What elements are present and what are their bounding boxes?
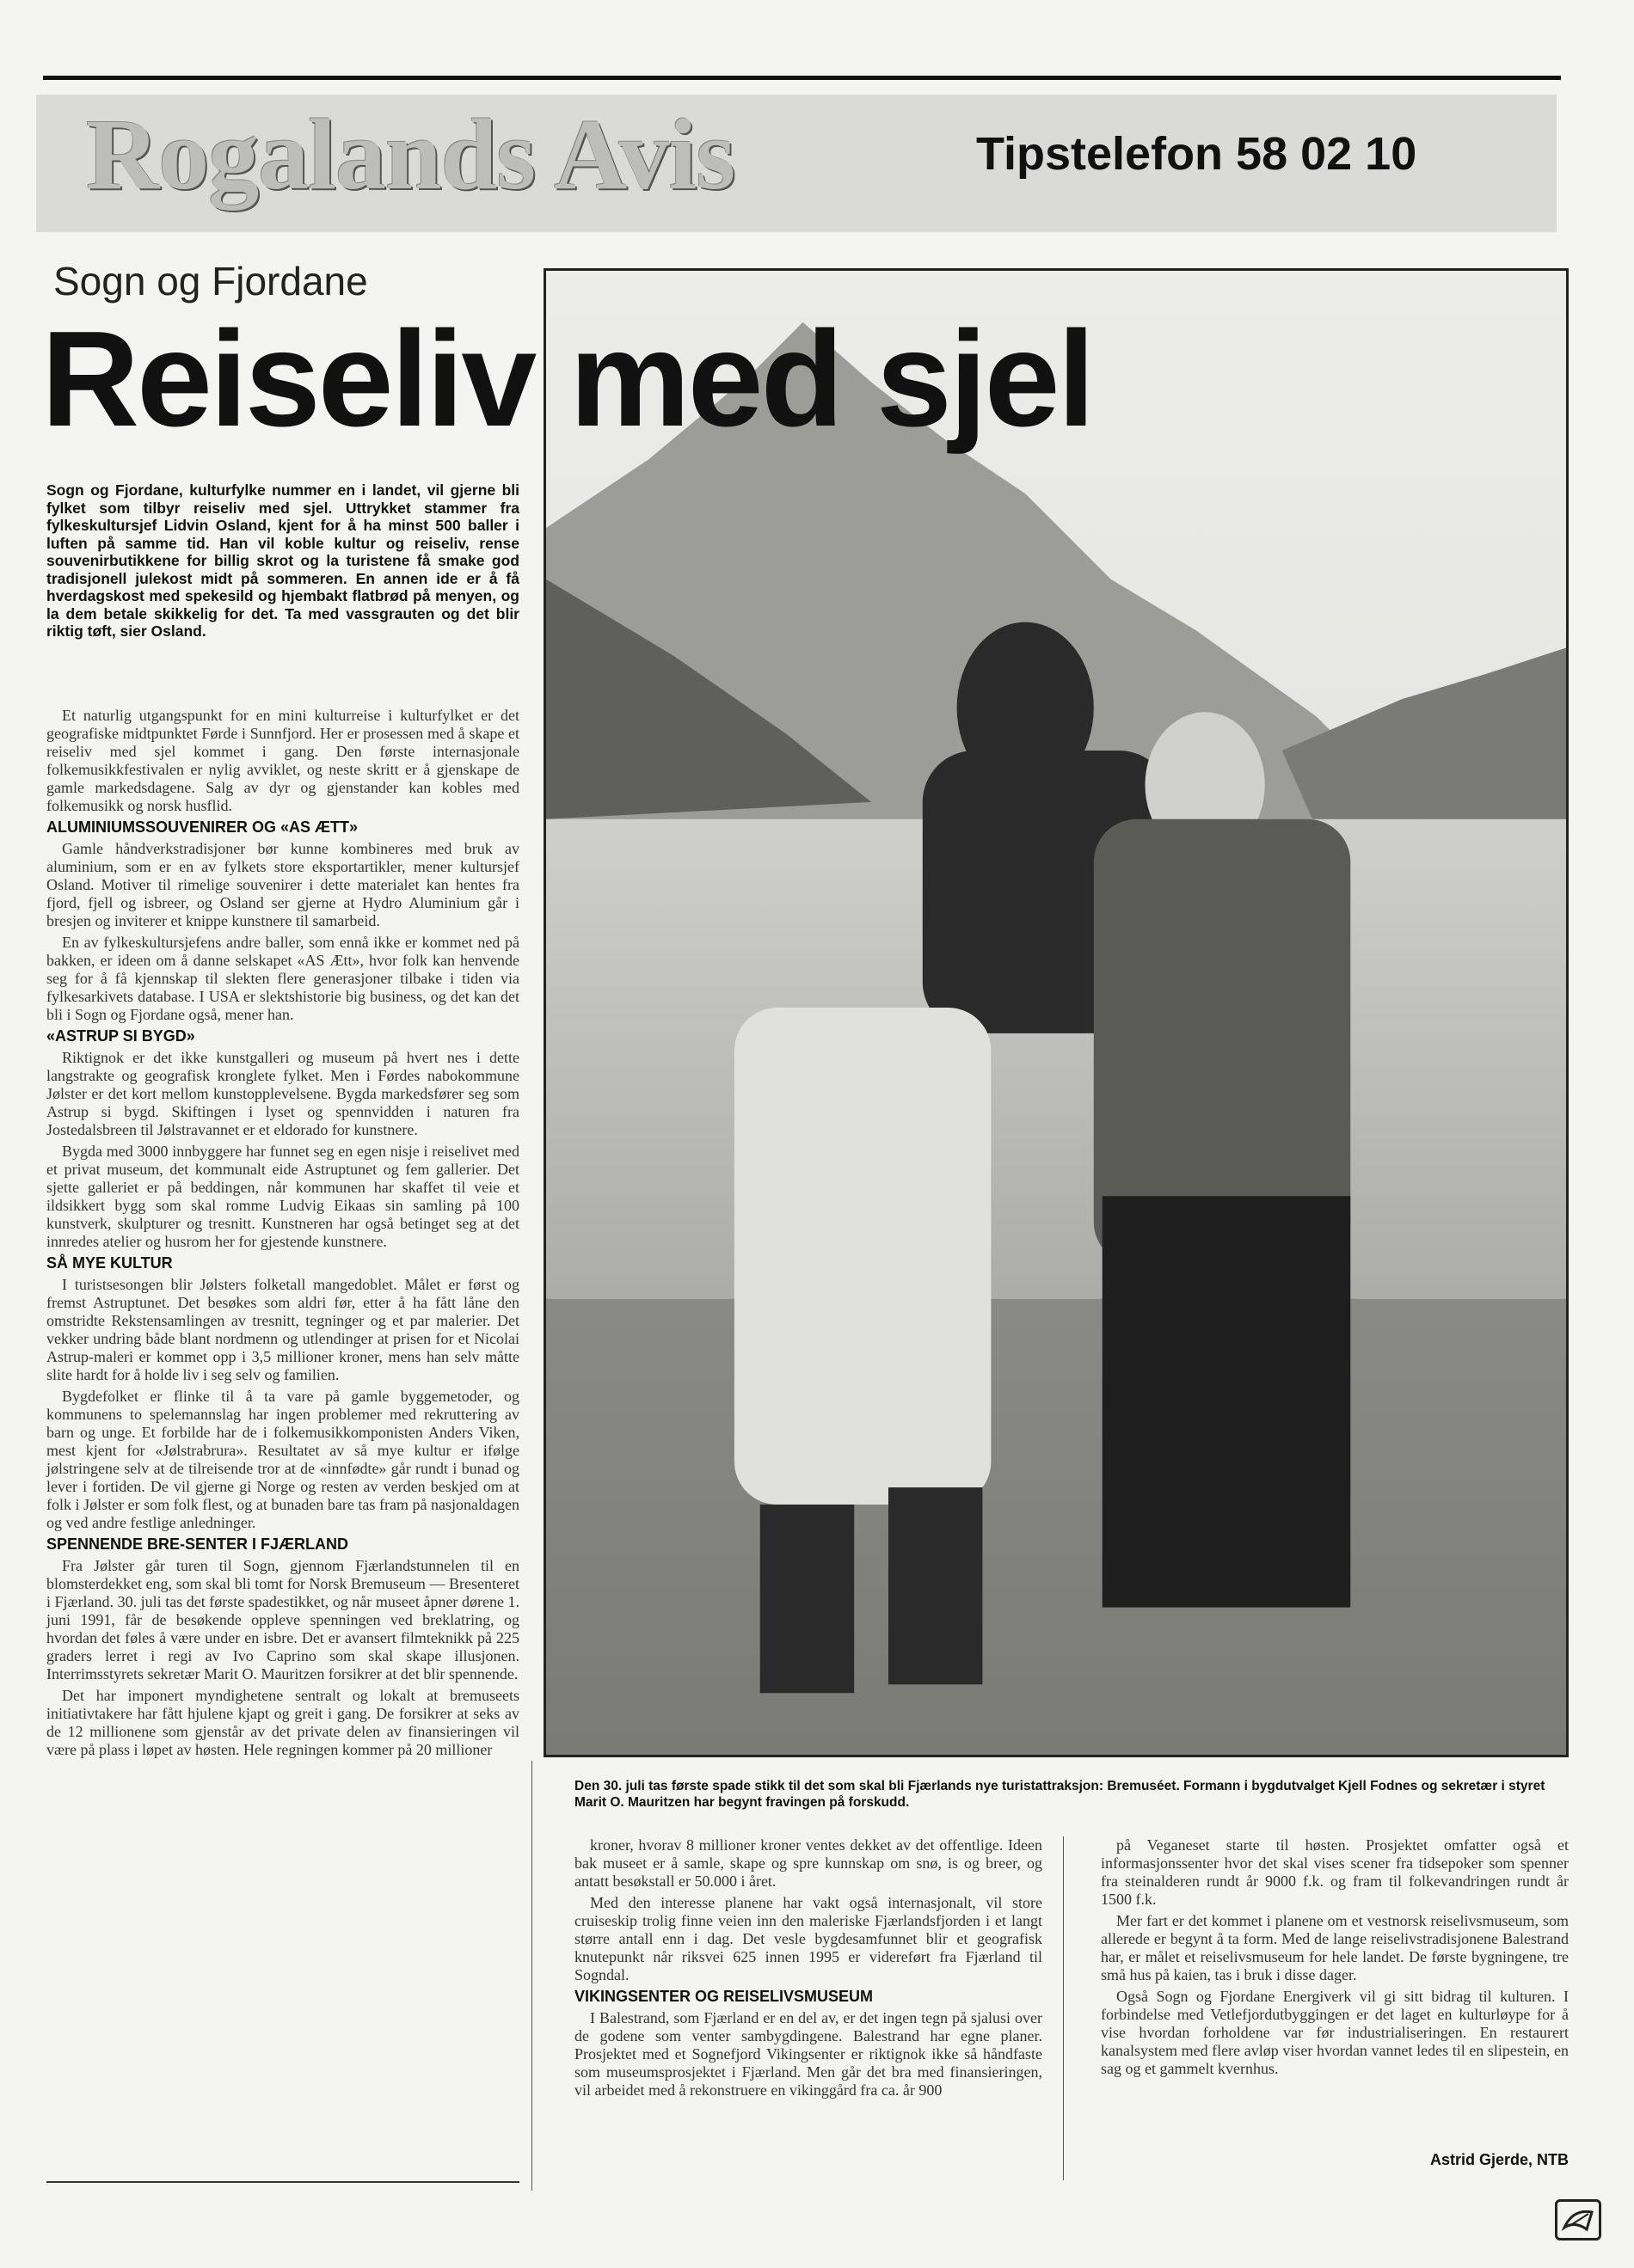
lead-paragraph: Sogn og Fjordane, kulturfylke nummer en i landet, vil gjerne bli fylket som tilbyr reiseliv med sjel. Uttrykket stammer fra fylkeskultursjef Lidvin Osland, kjent for å ha minst 500 baller i luften på samme tid. Han vil koble kultur og reiseliv, rense souvenirbutikkene for billig skrot og la turistene få smake god tradisjonell julekost midt på sommeren. En annen ide er å få hverdagskost med spekesild og hjembakt flatbrød på menyen, og la dem betale skikkelig for det. Ta med vassgrauten og det blir riktig tøft, sier Osland.: [46, 481, 519, 640]
paragraph: Fra Jølster går turen til Sogn, gjennom Fjærlandstunnelen til en blomsterdekket eng, som skal bli tomt for Norsk Bremuseum — Bresenteret i Fjærland. 30. juli tas det første spadestikket, og når museet åpner dørene 1. juni 1991, får de besøkende oppleve spenningen ved breklatring, og hvordan det føles å være under en isbre. Det er avansert filmteknikk på 225 graders lerret i regi av Ivo Caprino som skal skape illusjonen. Interrimsstyrets sekretær Marit O. Mauritzen forsikrer at det blir spennende.: [46, 1557, 519, 1683]
top-rule: [43, 76, 1561, 80]
tip-phone: Tipstelefon 58 02 10: [976, 128, 1417, 180]
newspaper-name: Rogalands Avis: [86, 98, 735, 211]
column-1: [46, 707, 519, 1762]
bottom-rule: [46, 2181, 519, 2183]
article-photo: [544, 268, 1569, 1757]
section-kicker: Sogn og Fjordane: [53, 259, 368, 303]
paragraph: I Balestrand, som Fjærland er en del av, er det ingen tegn på sjalusi over de godene som venter sambygdingene. Balestrand har egne planer. Prosjektet med et Sognefjord Vikingsenter er riktignok ikke så håndfaste som museumsprosjektet i Fjærland. Men går det bra med finansieringen, vil arbeidet med å rekonstruere en vikinggård fra ca. år 900: [574, 2009, 1042, 2099]
paragraph: Også Sogn og Fjordane Energiverk vil gi sitt bidrag til kulturen. I forbindelse med Vetlefjordutbyggingen er det laget en kulturløype for å vise hvordan forholdene var før industrialiseringen. En restaurert kanalsystem med flere avløp viser hvordan vannet ledes til en slipestein, en sag og et gammelt kvernhus.: [1101, 1988, 1569, 2077]
subhead: SÅ MYE KULTUR: [46, 1254, 173, 1272]
subhead: ALUMINIUMSSOUVENIRER OG «AS ÆTT»: [46, 818, 359, 836]
subhead: «ASTRUP SI BYGD»: [46, 1027, 195, 1045]
column-2: [574, 1836, 1042, 2103]
subhead: SPENNENDE BRE-SENTER I FJÆRLAND: [46, 1535, 349, 1553]
paragraph: Bygdefolket er flinke til å ta vare på gamle byggemetoder, og kommunens to spelemannslag har ingen problemer med rekruttering av barn og unge. Et forbilde har de i folkemusikkomponisten Anders Viken, mest kjent for «Jølstrabrura». Resultatet av så mye kultur er ifølge jølstringene selv at de tilreisende tror at de «innfødte» går rundt i bunad og lever i fortiden. De vil gjerne gi Norge og resten av verden beskjed om at folk i Jølster er som folk flest, og at bunaden bare tas fram på nasjonaldagen og ved andre festlige anledninger.: [46, 1388, 519, 1531]
paragraph: Et naturlig utgangspunkt for en mini kulturreise i kulturfylket er det geografiske midtpunktet Førde i Sunnfjord. Her er prosessen med å skape et reiseliv med sjel kommet i gang. Den første internasjonale folkemusikkfestivalen er nylig avviklet, og neste skritt er å gjenskape de gamle markedsdagene. Salg av dyr og gjenstander kan kobles med folkemusikk og norsk husflid.: [46, 707, 519, 814]
headline: Reiseliv med sjel: [41, 303, 1093, 455]
column-3: [1101, 1836, 1569, 2081]
column-divider: [531, 1761, 532, 2191]
paragraph: kroner, hvorav 8 millioner kroner ventes dekket av det offentlige. Ideen bak museet er å samle, skape og spre kunnskap om snø, is og breer, og antatt besøkstall er 50.000 i året.: [574, 1836, 1042, 1890]
paragraph: Bygda med 3000 innbyggere har funnet seg en egen nisje i reiselivet med et privat museum, det kommunalt eide Astruptunet og fem gallerier. Det sjette galleriet er på beddingen, når kommunen har skaffet til veie et ildsikkert bygg som skal romme Ludvig Eikaas sin samling på 100 kunstverk, skulpturer og tresnitt. Kunstneren har også betinget seg at det innredes atelier og husrom her for gjestende kunstnere.: [46, 1143, 519, 1250]
column-divider: [1063, 1836, 1064, 2180]
photo-caption: Den 30. juli tas første spade stikk til det som skal bli Fjærlands nye turistattraksjon: Bremuséet. Formann i bygdutvalget Kjell Fodnes og sekretær i styret Marit O. Mauritzen har begynt fravingen på forskudd.: [574, 1779, 1545, 1810]
paragraph: Riktignok er det ikke kunstgalleri og museum på hvert nes i dette langstrakte og geografisk kronglete fylket. Men i Førdes nabokommune Jølster er det kort mellom kunstopplevelsene. Bygda markedsfører seg som Astrup si bygd. Skiftingen i lyset og spennvidden i naturen fra Jostedalsbreen til Jølstravannet er et eldorado for kunstnere.: [46, 1049, 519, 1138]
paragraph: Det har imponert myndighetene sentralt og lokalt at bremuseets initiativtakere har fått hjulene kjapt og greit i gang. De forsikrer at seks av de 12 millionene som gjenstår av det private delen av finansieringen vil være på plass i løpet av høsten. Hele regningen kommer på 20 millioner: [46, 1687, 519, 1758]
paragraph: på Veganeset starte til høsten. Prosjektet omfatter også et informasjonssenter hvor det skal vises scener fra tidsepoker som spenner fra steinalderen rundt år 9000 f.k. og fram til folkevandringen rundt år 1500 f.k.: [1101, 1836, 1569, 1908]
ntb-logo-icon: [1555, 2199, 1601, 2240]
byline: Astrid Gjerde, NTB: [1429, 2151, 1569, 2168]
paragraph: Mer fart er det kommet i planene om et vestnorsk reiselivsmuseum, som allerede er begynt å ta form. Med de lange reiselivstradisjonene Balestrand har, er målet et reiselivsmuseum for hele landet. De første bygningene, tre små hus på kaien, tas i bruk i disse dager.: [1101, 1912, 1569, 1983]
photo-illustration: [546, 271, 1566, 1755]
paragraph: Med den interesse planene har vakt også internasjonalt, vil store cruiseskip trolig finne veien inn den maleriske Fjærlandsfjorden i et langt større antall enn i dag. Det vesle bygdesamfunnet blir et geografisk knutepunkt når riksvei 625 innen 1995 er videreført fra Fjærland til Sogndal.: [574, 1894, 1042, 1983]
paragraph: En av fylkeskultursjefens andre baller, som ennå ikke er kommet ned på bakken, er ideen om å danne selskapet «AS Ætt», hvor folk kan henvende seg for å få kjennskap til slekten flere generasjoner tilbake i tiden via fylkesarkivets database. I USA er slektshistorie big business, og det kan det bli i Sogn og Fjordane også, mener han.: [46, 934, 519, 1023]
paragraph: Gamle håndverkstradisjoner bør kunne kombineres med bruk av aluminium, som er en av fylkets store eksportartikler, mener kultursjef Osland. Motiver til rimelige souvenirer i dette materialet kan hentes fra fjord, fjell og isbreer, og Osland ser gjerne at Hydro Aluminium går i bresjen og inviterer et knippe kunstnere til samarbeid.: [46, 840, 519, 929]
masthead: [36, 95, 1557, 232]
paragraph: I turistsesongen blir Jølsters folketall mangedoblet. Målet er først og fremst Astruptunet. Det besøkes som aldri før, etter å ha fått låne den omstridte Rekstensamlingen av tresnitt, tegninger og et par malerier. Det vekker undring både blant nordmenn og utlendinger at prisen for et Nicolai Astrup-maleri er kommet opp i 3,5 millioner kroner, mens han selv måtte slite hardt for å holde liv i seg selv og familien.: [46, 1276, 519, 1383]
subhead: VIKINGSENTER OG REISELIVSMUSEUM: [574, 1988, 874, 2005]
